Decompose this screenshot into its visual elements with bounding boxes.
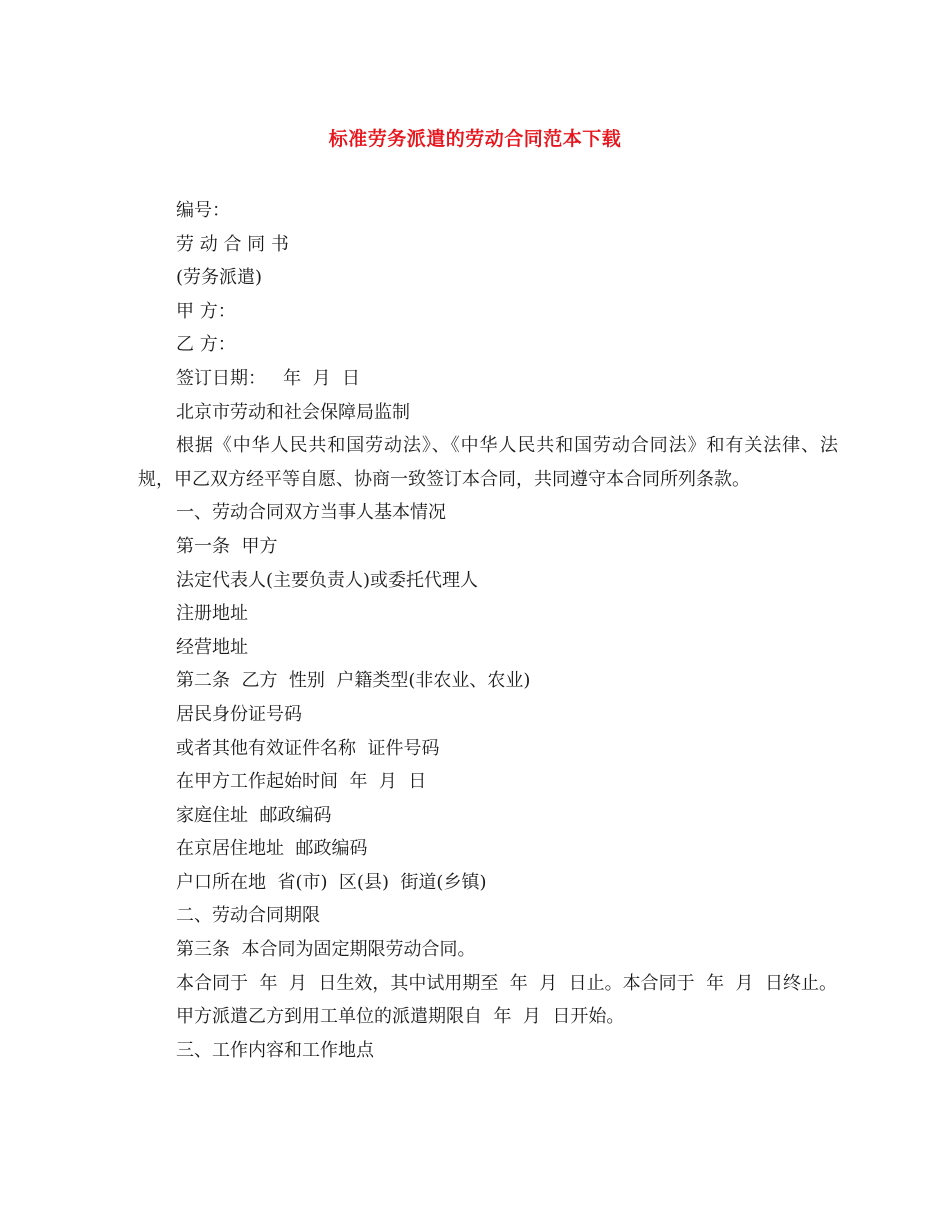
other-id-line: 或者其他有效证件名称 证件号码 bbox=[176, 737, 440, 759]
party-a-line: 甲 方： bbox=[176, 300, 236, 322]
preamble-paragraph: 根据《中华人民共和国劳动法》、《中华人民共和国劳动合同法》和有关法律、法规，甲乙双方经平等自愿、协商一致签订本合同，共同遵守本合同所列条款。 bbox=[138, 435, 838, 490]
article-3: 第三条 本合同为固定期限劳动合同。 bbox=[176, 939, 476, 961]
document-body bbox=[138, 194, 838, 1067]
article-2: 第二条 乙方 性别 户籍类型(非农业、农业) bbox=[176, 670, 531, 692]
section-heading-2: 二、劳动合同期限 bbox=[176, 905, 320, 927]
home-address-line: 家庭住址 邮政编码 bbox=[176, 804, 332, 826]
business-address-line: 经营地址 bbox=[176, 636, 248, 658]
contract-term-paragraph: 本合同于 年 月 日生效，其中试用期至 年 月 日止。本合同于 年 月 日终止。 bbox=[176, 972, 837, 994]
supervisor-line: 北京市劳动和社会保障局监制 bbox=[176, 401, 410, 423]
signing-date-line: 签订日期： 年 月 日 bbox=[176, 367, 361, 389]
section-heading-1: 一、劳动合同双方当事人基本情况 bbox=[176, 502, 446, 524]
legal-representative-line: 法定代表人(主要负责人)或委托代理人 bbox=[176, 569, 479, 591]
id-number-line: 居民身份证号码 bbox=[176, 703, 302, 725]
dispatch-period-line: 甲方派遣乙方到用工单位的派遣期限自 年 月 日开始。 bbox=[176, 1006, 625, 1028]
registered-address-line: 注册地址 bbox=[176, 603, 248, 625]
document-title: 标准劳务派遣的劳动合同范本下载 bbox=[328, 128, 622, 150]
start-date-line: 在甲方工作起始时间 年 月 日 bbox=[176, 771, 427, 793]
contract-heading: 劳 动 合 同 书 bbox=[176, 233, 289, 255]
beijing-address-line: 在京居住地址 邮政编码 bbox=[176, 838, 368, 860]
household-registration-line: 户口所在地 省(市) 区(县) 街道(乡镇) bbox=[176, 871, 487, 893]
section-heading-3: 三、工作内容和工作地点 bbox=[176, 1039, 374, 1061]
contract-number-line: 编号： bbox=[176, 200, 230, 221]
article-1: 第一条 甲方 bbox=[176, 535, 278, 557]
contract-subheading: (劳务派遣) bbox=[176, 267, 263, 289]
party-b-line: 乙 方： bbox=[176, 334, 236, 356]
